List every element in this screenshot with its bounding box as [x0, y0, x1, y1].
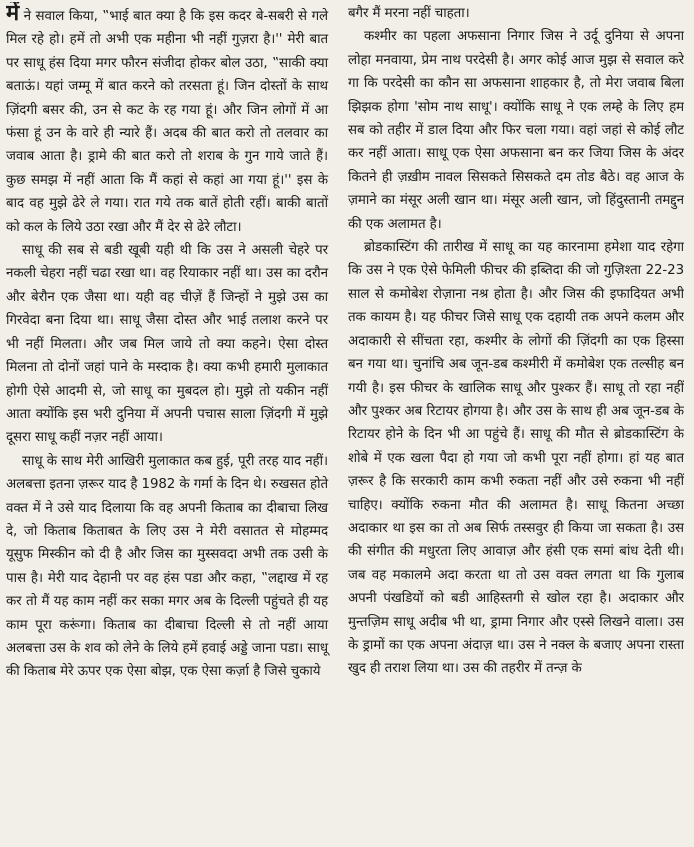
paragraph: बगैर मैं मरना नहीं चाहता।: [348, 6, 470, 21]
paragraph: साधू की सब से बडी खूबी यही थी कि उस ने असली चेहरे पर नकली चेहरा नहीं चढा रखा था। वह रियाकार नहीं था। उस का दरौन और बेरौन एक जैसा था। यही वह चीज़ें हैं जिन्हों ने मुझे उस का गिरवेदा बना दिया था। साधू जैसा दोस्त और भाई तलाश करने पर भी नहीं मिलता। और जब मिल जाये तो क्या कहने। ऐसा दोस्त मिलना तो दोनों जहां पाने के मस्दाक है। क्या कभी हमारी मुलाकात होगी ऐसे आदमी से, जो साधू का मुबदल हो। मुझे तो यकीन नहीं आता क्योंकि इस भरी दुनिया में अपनी पचास साला ज़िंदगी में मुझे दूसरा साधू कहीं नज़र नहीं आया।: [6, 243, 328, 446]
paragraph: ब्रोडकास्टिंग की तारीख में साधू का यह कारनामा हमेशा याद रहेगा कि उस ने एक ऐसे फेमिली फीचर की इब्तिदा की जो गुज़िश्ता 22-23 साल से कमोबेश रोज़ाना नश्र होता है। और जिस की इफादियत अभी तक कायम है। यह फीचर जिसे साधू एक दहायी तक अपने कलम और अदाकारी से सींचता रहा, कश्मीर के लोगों की ज़िंदगी का एक हिस्सा बन गया था। चुनांचि अब जून-डब कश्मीरी में कमोबेश एक तल्सीह बन गयी है। इस फीचर के खालिक साधू और पुश्कर हैं। साधू तो रहा नहीं और पुश्कर अब रिटायर होगया है। और उस के साथ ही अब जून-डब के रिटायर होने के दिन भी आ पहुंचे हैं। साधू की मौत से ब्रोडकास्टिंग के शोबे में एक खला पैदा हो गया जो कभी पूरा नहीं होगा। हां यह बात ज़रूर है कि सरकारी काम कभी रुकता नहीं और उसे रुकना भी नहीं चाहिए। क्योंकि रुकना मौत की अलामत है। साधू कितना अच्छा अदाकार था इस का तो अब सिर्फ तस्सवुर ही किया जा सकता है। उस की संगीत की मधुरता लिए आवाज़ और हंसी एक समां बांध देती थी। जब वह मकालमे अदा करता था तो उस वक्त लगता था कि गुलाब अपनी पंखडियों को बडी आहिस्तगी से खोल रहा है। अदाकार और मुन्तज़िम साधू अदीब भी था, ड्रामा निगार और एस्से लिखने वाला। उस के ड्रामों का एक अपना अंदाज़ था। उस ने नक्ल के बजाए अपना रास्ता खुद ही तराश लिया था। उस की तहरीर में तन्ज़ के: [348, 240, 684, 677]
paragraph: [6, 2, 328, 239]
drop-cap-word: में: [6, 2, 20, 26]
paragraph: कश्मीर का पहला अफसाना निगार जिस ने उर्दू दुनिया से अपना लोहा मनवाया, प्रेम नाथ परदेसी है। अगर कोई आज मुझ से सवाल करे गा कि परदेसी का कौन सा अफसाना शाहकार है, तो मेरा जवाब बिला झिझक होगा 'सोम नाथ साधू'। क्योंकि साधू ने एक लम्हे के लिए हम सब को तहीर में डाल दिया और फिर चला गया। वहां जहां से कोई लौट कर नहीं आता। साधू एक ऐसा अफसाना बन कर जिया जिस के अंदर कितने ही ज़ख़ीम नावल सिसकते सिसकते दम तोड बैठे। वह आज के ज़माने का मंसूर अली खान था। मंसूर अली खान, जो हिंदुस्तानी तमद्दुन की एक अलामत है।: [348, 29, 684, 232]
paragraph: साधू के साथ मेरी आखिरी मुलाकात कब हुई, पूरी तरह याद नहीं। अलबत्ता इतना ज़रूर याद है 1982 के गर्मा के दिन थे। रुखसत होते वक्त में ने उसे याद दिलाया कि वह अपनी किताब का दीबाचा लिख दे, जो किताब किताबत के लिए उस ने मेरी वसातत से मोहम्मद यूसुफ मिस्कीन को दी है और जिस का मुस्सवदा अभी तक उसी के पास है। मेरी याद देहानी पर वह हंस पडा और कहा, ‟लद्दाख में रह कर तो मैं यह काम नहीं कर सका मगर अब के दिल्ली पहुंचते ही यह काम पूरा करूंगा। किताब का दीबाचा दिल्ली से तो नहीं आया अलबत्ता उस के शव को लेने के लिये हमें हवाई अड्डे जाना पडा। साधू की किताब मेरे ऊपर एक ऐसा बोझ, एक ऐसा कर्ज़ा है जिसे चुकाये: [6, 453, 328, 680]
paragraph-text: ने सवाल किया, ‟भाई बात क्या है कि इस कदर बे-सबरी से गले मिल रहे हो। हमें तो अभी एक महीना भी नहीं गुज़रा है।'' मेरी बात पर साधू हंस दिया मगर फौरन संजीदा होकर बोल उठा, ‟साकी क्या बताऊं। यहां जम्मू में बात करने को तरसता हूं। जिन दोस्तों के साथ ज़िंदगी बसर की, उन से कट के रह गया हूं। और जिन लोगों में आ फंसा हूं उन के वारे ही न्यारे हैं। अदब की बात करो तो तलवार का जवाब आता है। ड्रामे की बात करो तो शराब के गुन गाये जाते हैं। कुछ समझ में नहीं आता कि मैं कहां से कहां आ गया हूं।'' इस के बाद वह मुझे ढेरे ले गया। रात गये तक बातें होती रहीं। बाकी बातों को कल के लिये उठा रखा और मैं देर से ढेरे लौटा।: [6, 9, 328, 235]
right-column: [336, 2, 684, 847]
left-column: [6, 2, 336, 847]
